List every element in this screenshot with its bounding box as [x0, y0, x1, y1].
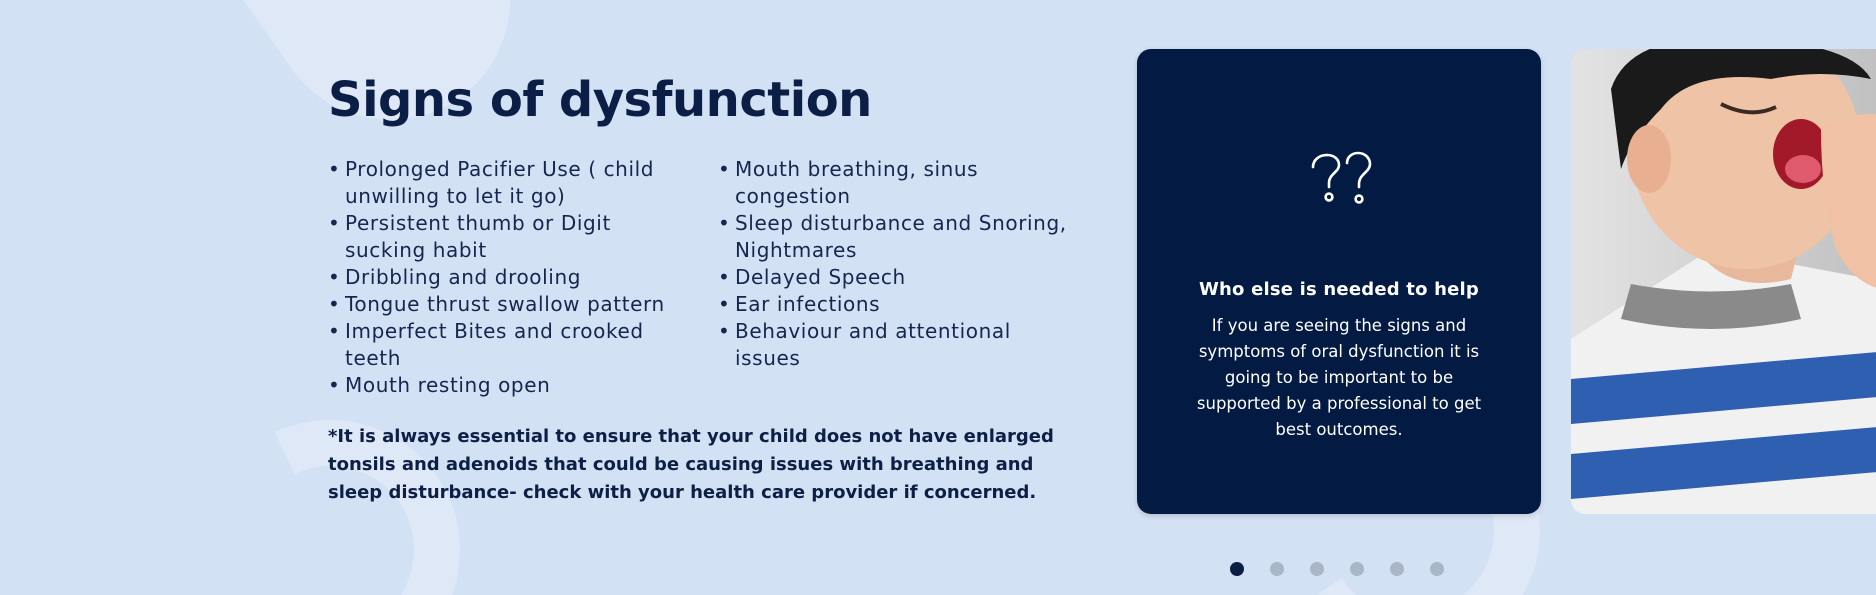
- list-item: • Behaviour and attentional issues: [718, 318, 1068, 372]
- list-item: • Mouth resting open: [328, 372, 678, 399]
- carousel-dot-4[interactable]: [1350, 562, 1364, 576]
- list-item: • Delayed Speech: [718, 264, 1068, 291]
- signs-column-right: [718, 156, 1068, 399]
- list-item: • Prolonged Pacifier Use ( child unwilling to let it go): [328, 156, 678, 210]
- carousel-dot-3[interactable]: [1310, 562, 1324, 576]
- signs-list-left: [328, 156, 678, 399]
- question-marks-icon: [1307, 151, 1373, 209]
- carousel-pagination: [1230, 562, 1444, 576]
- child-yawning-image: [1571, 49, 1876, 514]
- signs-section: [328, 70, 1068, 507]
- list-item: • Ear infections: [718, 291, 1068, 318]
- carousel-dot-6[interactable]: [1430, 562, 1444, 576]
- signs-column-left: [328, 156, 678, 399]
- carousel-dot-2[interactable]: [1270, 562, 1284, 576]
- list-item: • Imperfect Bites and crooked teeth: [328, 318, 678, 372]
- list-item: • Mouth breathing, sinus congestion: [718, 156, 1068, 210]
- carousel-dot-1[interactable]: [1230, 562, 1244, 576]
- signs-list-right: [718, 156, 1068, 372]
- list-item: • Persistent thumb or Digit sucking habit: [328, 210, 678, 264]
- signs-columns: [328, 156, 1068, 399]
- section-title: Signs of dysfunction: [328, 72, 872, 128]
- help-card[interactable]: [1137, 49, 1541, 514]
- list-item: • Sleep disturbance and Snoring, Nightmares: [718, 210, 1068, 264]
- list-item: • Dribbling and drooling: [328, 264, 678, 291]
- carousel-dot-5[interactable]: [1390, 562, 1404, 576]
- child-photo[interactable]: [1571, 49, 1876, 514]
- list-item: • Tongue thrust swallow pattern: [328, 291, 678, 318]
- card-title: Who else is needed to help: [1198, 279, 1479, 300]
- tonsils-note: *It is always essential to ensure that your child does not have enlarged tonsils and adenoids that could be causing issues with breathing and sleep disturbance- check with your health care provider if concerned.: [328, 426, 1054, 503]
- card-text: If you are seeing the signs and symptoms of oral dysfunction it is going to be important to be supported by a professional to get best outcomes.: [1196, 316, 1482, 439]
